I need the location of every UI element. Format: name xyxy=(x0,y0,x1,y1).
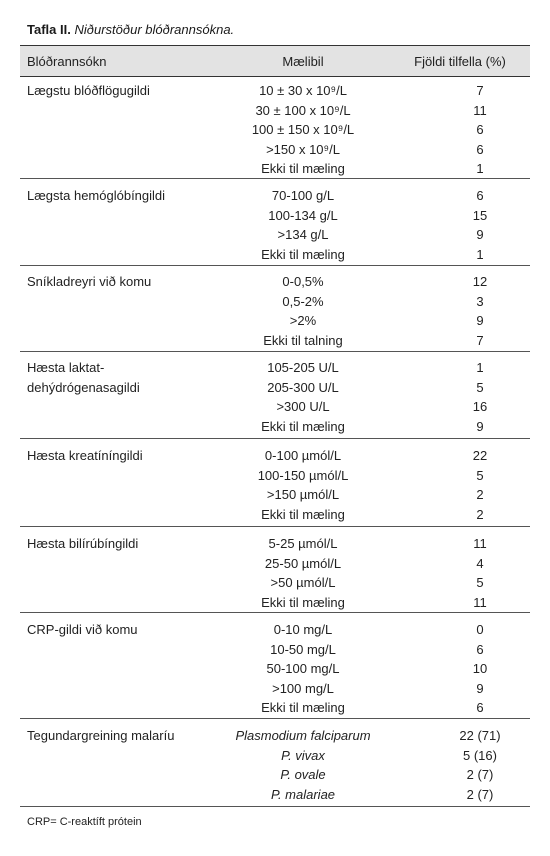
group-divider xyxy=(20,612,530,613)
group-divider xyxy=(20,718,530,719)
table-group xyxy=(20,726,530,804)
table-group xyxy=(20,186,530,264)
table-row xyxy=(20,417,530,437)
count-cell: 4 xyxy=(476,555,484,571)
group-name: Hæsta kreatíníngildi xyxy=(27,448,143,463)
table-group xyxy=(20,446,530,524)
range-cell: 105-205 U/L xyxy=(267,360,339,375)
count-cell: 3 xyxy=(476,293,484,309)
table-header xyxy=(20,45,530,77)
range-cell: Ekki til mæling xyxy=(261,594,345,610)
count-cell: 5 xyxy=(476,379,484,395)
range-cell: Ekki til mæling xyxy=(261,161,345,176)
table-row xyxy=(20,620,530,640)
count-cell: 9 xyxy=(476,227,484,242)
table-row xyxy=(20,679,530,699)
range-cell: Ekki til mæling xyxy=(261,700,345,715)
group-name: CRP-gildi við komu xyxy=(27,622,138,637)
count-cell: 6 xyxy=(476,700,484,715)
table-row xyxy=(20,593,530,613)
table-row xyxy=(20,485,530,505)
table-row xyxy=(20,659,530,679)
caption-label: Tafla II. xyxy=(27,22,71,37)
header-range: Mælibil xyxy=(282,54,324,69)
table-group xyxy=(20,358,530,436)
count-cell: 0 xyxy=(476,622,484,637)
count-cell: 2 (7) xyxy=(466,767,494,782)
table-row xyxy=(20,186,530,206)
count-cell: 5 xyxy=(476,467,484,483)
range-cell: 0-0,5% xyxy=(282,274,324,289)
table-group xyxy=(20,620,530,718)
table-row xyxy=(20,245,530,265)
range-cell: >300 U/L xyxy=(276,399,330,414)
group-divider xyxy=(20,526,530,527)
group-name: Hæsta bilírúbíngildi xyxy=(27,536,139,551)
table-group xyxy=(20,81,530,179)
count-cell: 6 xyxy=(476,122,484,137)
header-test: Blóðrannsókn xyxy=(27,54,107,69)
count-cell: 5 xyxy=(476,575,484,590)
range-cell: >100 mg/L xyxy=(272,680,334,696)
range-cell: 100 ± 150 x 10⁹/L xyxy=(251,122,355,137)
table-row xyxy=(20,534,530,554)
table-row xyxy=(20,206,530,226)
range-cell: 70-100 g/L xyxy=(271,188,335,203)
count-cell: 1 xyxy=(476,161,484,176)
table-caption xyxy=(27,22,234,37)
table-row xyxy=(20,159,530,179)
table-row xyxy=(20,292,530,312)
table-group xyxy=(20,272,530,350)
range-cell: Plasmodium falciparum xyxy=(235,728,371,743)
table-row xyxy=(20,331,530,351)
header-count: Fjöldi tilfella (%) xyxy=(414,54,506,69)
range-cell: 100-134 g/L xyxy=(268,207,338,223)
range-cell: P. ovale xyxy=(280,767,326,782)
count-cell: 9 xyxy=(476,680,484,696)
table-row xyxy=(20,358,530,378)
count-cell: 11 xyxy=(473,594,487,610)
range-cell: >2% xyxy=(289,313,317,328)
count-cell: 1 xyxy=(476,360,484,375)
table-group xyxy=(20,534,530,612)
group-divider xyxy=(20,806,530,807)
range-cell: 0,5-2% xyxy=(282,293,324,309)
group-divider xyxy=(20,351,530,352)
count-cell: 9 xyxy=(476,418,484,434)
range-cell: 5-25 µmól/L xyxy=(268,536,338,551)
table-row xyxy=(20,785,530,805)
range-cell: >150 x 10⁹/L xyxy=(266,141,340,157)
count-cell: 6 xyxy=(476,141,484,157)
table-row xyxy=(20,573,530,593)
group-name: Hæsta laktat-dehýdrógenasagildi xyxy=(27,360,140,395)
count-cell: 2 (7) xyxy=(466,786,494,802)
table-row xyxy=(20,397,530,417)
group-name: Tegundargreining malaríu xyxy=(27,728,175,743)
count-cell: 7 xyxy=(476,83,484,98)
count-cell: 22 (71) xyxy=(459,728,501,743)
count-cell: 1 xyxy=(476,246,484,262)
range-cell: P. vivax xyxy=(281,747,325,763)
count-cell: 10 xyxy=(472,661,488,676)
range-cell: 0-10 mg/L xyxy=(273,622,333,637)
count-cell: 15 xyxy=(472,207,488,223)
count-cell: 7 xyxy=(476,332,484,348)
range-cell: 100-150 µmól/L xyxy=(257,467,349,483)
range-cell: >50 µmól/L xyxy=(270,575,336,590)
count-cell: 11 xyxy=(473,102,487,118)
count-cell: 12 xyxy=(472,274,488,289)
group-divider xyxy=(20,438,530,439)
range-cell: >134 g/L xyxy=(277,227,329,242)
range-cell: 0-100 µmól/L xyxy=(264,448,342,463)
count-cell: 6 xyxy=(476,641,484,657)
range-cell: Ekki til talning xyxy=(263,332,343,348)
table-row xyxy=(20,726,530,746)
table-row xyxy=(20,505,530,525)
range-cell: 50-100 mg/L xyxy=(266,661,340,676)
range-cell: Ekki til mæling xyxy=(261,246,345,262)
table-row xyxy=(20,698,530,718)
table-row xyxy=(20,81,530,101)
table-row xyxy=(20,765,530,785)
count-cell: 16 xyxy=(472,399,488,414)
range-cell: P. malariae xyxy=(270,786,336,802)
table-row xyxy=(20,640,530,660)
table-row xyxy=(20,378,530,398)
range-cell: Ekki til mæling xyxy=(261,418,345,434)
group-name: Lægstu blóðflögugildi xyxy=(27,83,150,98)
range-cell: >150 µmól/L xyxy=(266,487,340,502)
group-divider xyxy=(20,265,530,266)
table-row xyxy=(20,272,530,292)
footnote: CRP= C-reaktíft prótein xyxy=(27,816,142,828)
count-cell: 11 xyxy=(473,536,487,551)
table-row xyxy=(20,466,530,486)
group-name: Lægsta hemóglóbíngildi xyxy=(27,188,166,203)
table-row xyxy=(20,120,530,140)
table-row xyxy=(20,311,530,331)
range-cell: 10-50 mg/L xyxy=(270,641,336,657)
count-cell: 2 xyxy=(476,506,484,522)
table-row xyxy=(20,101,530,121)
range-cell: 30 ± 100 x 10⁹/L xyxy=(255,102,351,118)
table-row xyxy=(20,446,530,466)
count-cell: 5 (16) xyxy=(463,747,497,763)
range-cell: 10 ± 30 x 10⁹/L xyxy=(259,83,347,98)
group-name: Sníkladreyri við komu xyxy=(27,274,152,289)
table-row xyxy=(20,746,530,766)
count-cell: 6 xyxy=(476,188,484,203)
range-cell: 25-50 µmól/L xyxy=(264,555,342,571)
count-cell: 22 xyxy=(472,448,488,463)
caption-title: Niðurstöður blóðrannsókna. xyxy=(74,22,235,37)
table-row xyxy=(20,225,530,245)
table-row xyxy=(20,140,530,160)
range-cell: Ekki til mæling xyxy=(261,506,345,522)
range-cell: 205-300 U/L xyxy=(267,379,339,395)
table-row xyxy=(20,554,530,574)
count-cell: 2 xyxy=(476,487,484,502)
group-divider xyxy=(20,178,530,179)
count-cell: 9 xyxy=(476,313,484,328)
